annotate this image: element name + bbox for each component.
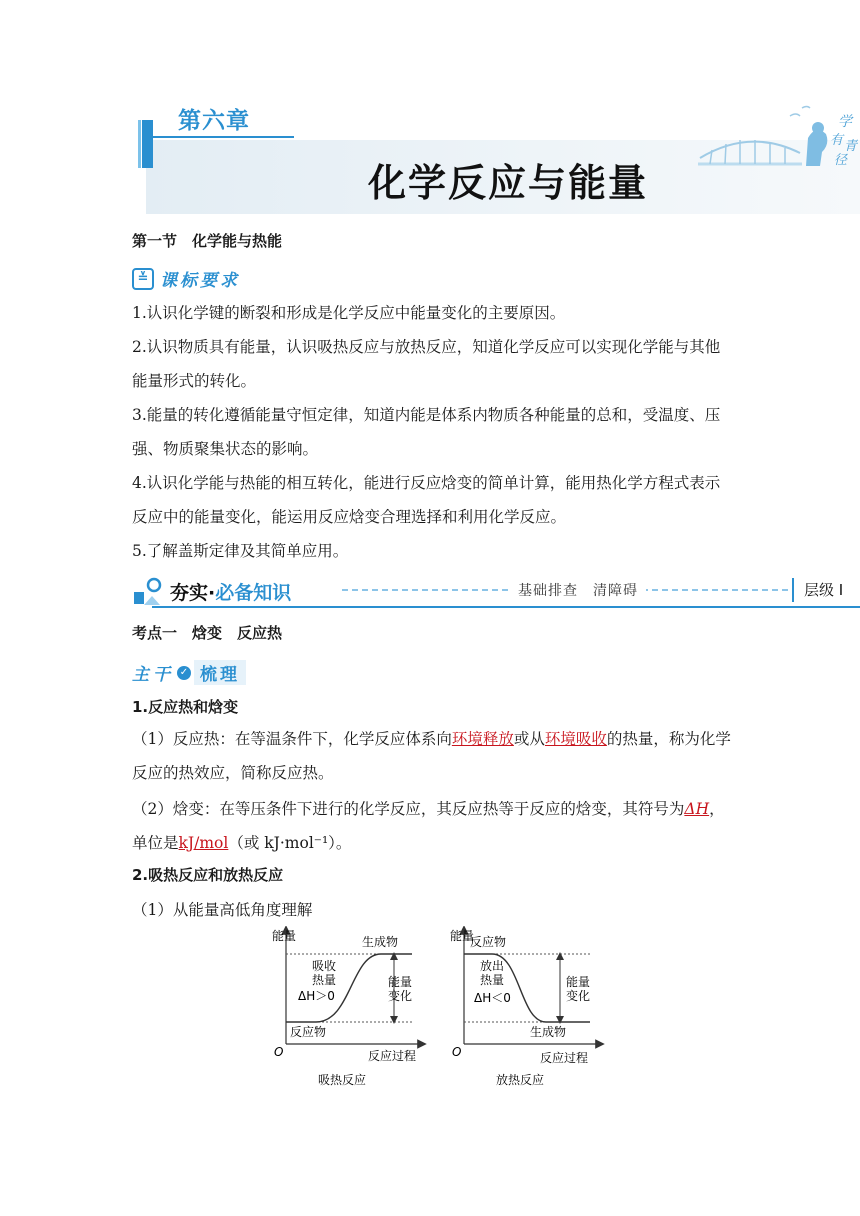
text: （或 kJ·mol⁻¹）。 [228,834,352,852]
knowledge-section-bar [132,574,860,610]
top-label-2: 反应物 [470,935,507,949]
knowledge-bar-title-b: 必备知识 [215,582,292,604]
text-line [132,792,732,860]
section-title: 第一节 化学能与热能 [132,232,283,250]
chapter-number: 第六章 [178,108,250,134]
zhugan-label-a: 主干 [132,665,174,685]
text: （1）反应热：在等温条件下，化学反应体系向 [132,730,452,748]
paragraph-enthalpy [132,792,732,860]
svg-text:有: 有 [830,133,844,148]
axis-y-label-2: 能量 [450,929,475,943]
origin-label-1: O [274,1045,284,1059]
change-label-a-2: 能量 [566,975,591,989]
bottom-label-1: 反应物 [290,1025,327,1039]
check-icon: ✓ [177,666,191,680]
knowledge-bar-title-a: 夯实· [170,582,216,604]
curriculum-list [132,296,732,568]
banner-underline [146,136,294,138]
caption-endothermic: 吸热反应 [318,1073,367,1087]
curriculum-item: 2.认识物质具有能量，认识吸热反应与放热反应，知道化学反应可以实现化学能与其他能量形式的转化。 [132,338,721,390]
sub-heading: （1）从能量高低角度理解 [132,901,313,919]
axis-y-label-1: 能量 [272,929,297,943]
answer-delta-h: ΔH [684,800,710,818]
axis-x-label-1: 反应过程 [368,1049,417,1063]
heat-label-b-2: 热量 [480,973,505,987]
heat-label-b-1: 热量 [312,973,337,987]
zhugan-badge [132,660,246,685]
chapter-title: 化学反应与能量 [368,161,649,205]
answer-absorb: 环境吸收 [544,730,607,748]
origin-label-2: O [452,1045,462,1059]
knowledge-bar-icon [132,574,168,610]
energy-diagram-svg [256,926,606,1092]
text: 的热量，称为化学反应的热效应，简称反应热。 [132,730,731,782]
svg-text:学: 学 [838,114,852,130]
chapter-banner [132,98,860,216]
curriculum-item: 4.认识化学能与热能的相互转化，能进行反应焓变的简单计算，能用热化学方程式表示反应中的能量变化，能运用反应焓变合理选择和利用化学反应。 [132,474,721,526]
heading-endo-exo: 2.吸热反应和放热反应 [132,866,284,884]
svg-text:青: 青 [844,139,858,154]
reading-girl-illustration [690,98,860,208]
text-line [132,722,732,790]
caption-exothermic: 放热反应 [496,1073,545,1087]
level-label: 层级 Ⅰ [792,578,843,602]
axis-x-label-2: 反应过程 [540,1051,589,1065]
bottom-label-2: 生成物 [530,1025,567,1039]
heat-label-a-2: 放出 [480,959,505,973]
change-label-b-1: 变化 [388,989,413,1003]
change-label-a-1: 能量 [388,975,413,989]
top-label-1: 生成物 [362,935,399,949]
knowledge-bar-subtitle: 基础排查 清障碍 [510,580,646,600]
knowledge-bar-title [170,578,291,605]
curriculum-item: 5.了解盖斯定律及其简单应用。 [132,542,349,560]
heat-label-a-1: 吸收 [312,959,337,973]
answer-release: 环境释放 [451,730,514,748]
chevron-down-icon: ≚ [132,268,154,290]
zhugan-label-b: 梳理 [194,660,246,685]
change-label-b-2: 变化 [566,989,591,1003]
delta-h-label-1: ΔH＞0 [298,989,335,1003]
answer-unit: kJ/mol [178,834,229,852]
svg-text:径: 径 [834,153,848,168]
curriculum-badge-label: 课标要求 [160,271,240,291]
endothermic-diagram [272,928,422,1087]
energy-diagrams [256,926,606,1096]
heading-reaction-heat: 1.反应热和焓变 [132,698,239,716]
text: （2）焓变：在等压条件下进行的化学反应，其反应热等于反应的焓变，其符号为 [132,800,685,818]
curriculum-item: 3.能量的转化遵循能量守恒定律，知道内能是体系内物质各种能量的总和，受温度、压强、物质聚集状态的影响。 [132,406,721,458]
kaodian-title: 考点一 焓变 反应热 [132,624,283,642]
banner-accent-bar-light [138,120,141,168]
text: 或从 [513,730,545,748]
curriculum-badge [132,266,240,291]
banner-accent-bar [142,120,153,168]
delta-h-label-2: ΔH＜0 [474,991,511,1005]
knowledge-bar-underline [152,606,860,608]
exothermic-diagram [450,928,600,1087]
paragraph-reaction-heat [132,722,732,790]
text: ，单位是 [132,800,725,852]
curriculum-item: 1.认识化学键的断裂和形成是化学反应中能量变化的主要原因。 [132,304,566,322]
